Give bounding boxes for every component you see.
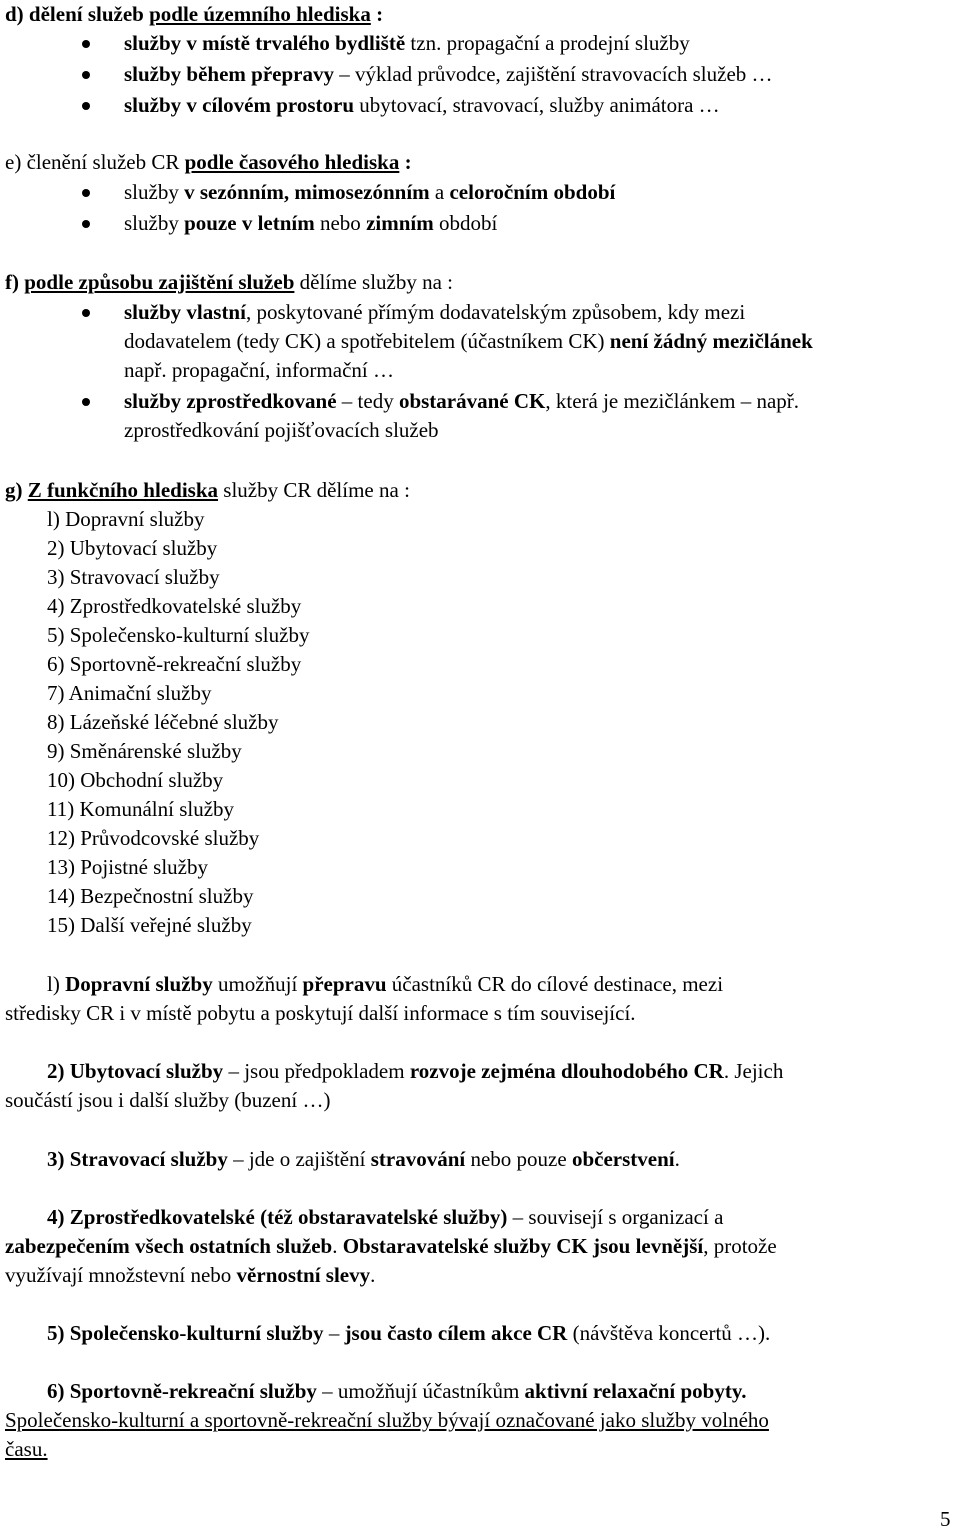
list-item-text: , která je mezičlánkem – např.	[545, 389, 800, 413]
section-e-title: podle časového hlediska	[184, 150, 400, 174]
paragraph-bold: 2) Ubytovací služby	[47, 1059, 224, 1083]
list-item-text: služby	[124, 180, 185, 204]
bullet-icon	[82, 398, 90, 406]
paragraph-bold: Obstaravatelské služby CK jsou levnější	[342, 1234, 704, 1258]
list-item: 12) Průvodcovské služby	[47, 826, 260, 850]
list-item	[124, 209, 497, 238]
list-item-continuation: zprostředkování pojišťovacích služeb	[124, 418, 439, 442]
paragraph-sportovne-rekreacni-line2: Společensko-kulturní a sportovně-rekreační služby bývají označované jako služby volného	[5, 1408, 769, 1432]
list-item-bold: obstarávané CK	[398, 389, 546, 413]
paragraph-bold: 5) Společensko-kulturní služby	[47, 1321, 324, 1345]
paragraph-bold: jsou často cílem akce CR	[344, 1321, 568, 1345]
paragraph-zprostredkovatelske-line3	[5, 1261, 375, 1290]
list-item: 15) Další veřejné služby	[47, 913, 252, 937]
list-item: 2) Ubytovací služby	[47, 536, 218, 560]
list-item	[124, 29, 690, 58]
paragraph-text: .	[332, 1234, 343, 1258]
list-item	[124, 298, 745, 327]
bullet-icon	[82, 309, 90, 317]
paragraph-text: umožňují	[212, 972, 303, 996]
list-item: 7) Animační služby	[47, 681, 212, 705]
list-item-bold: služby během přepravy	[124, 62, 334, 86]
section-g-heading	[5, 476, 410, 505]
paragraph-sportovne-rekreacni	[47, 1377, 746, 1406]
section-f-title: podle způsobu zajištění služeb	[24, 270, 295, 294]
section-d-title: podle územního hlediska	[149, 2, 371, 26]
list-item-bold: služby v cílovém prostoru	[124, 93, 355, 117]
bullet-icon	[82, 102, 90, 110]
list-item-bold: zimním	[366, 211, 434, 235]
list-item-text: ubytovací, stravovací, služby animátora …	[354, 93, 720, 117]
list-item-continuation	[124, 327, 813, 356]
section-f-suffix: dělíme služby na :	[294, 270, 454, 294]
paragraph-text: využívají množstevní nebo	[5, 1263, 237, 1287]
bullet-icon	[82, 71, 90, 79]
list-item-bold: služby zprostředkované	[124, 389, 337, 413]
page-number: 5	[940, 1507, 951, 1531]
section-e-heading	[5, 148, 412, 177]
paragraph-bold: aktivní relaxační pobyty.	[524, 1379, 747, 1403]
list-item	[124, 91, 720, 120]
paragraph-bold: 6) Sportovně-rekreační služby	[47, 1379, 317, 1403]
paragraph-bold: rozvoje zejména dlouhodobého CR	[409, 1059, 724, 1083]
paragraph-stravovaci	[47, 1145, 680, 1174]
paragraph-text: – souvisejí s organizací a	[507, 1205, 724, 1229]
list-item: 6) Sportovně-rekreační služby	[47, 652, 302, 676]
list-item	[124, 387, 799, 416]
paragraph-text: (návštěva koncertů …).	[567, 1321, 771, 1345]
paragraph-bold: věrnostní slevy	[236, 1263, 371, 1287]
list-item-bold: pouze v letním	[184, 211, 315, 235]
list-item: 4) Zprostředkovatelské služby	[47, 594, 302, 618]
list-item: 13) Pojistné služby	[47, 855, 208, 879]
paragraph-text: – umožňují účastníkům	[316, 1379, 525, 1403]
paragraph-bold: 4) Zprostředkovatelské (též obstaravatelské služby)	[47, 1205, 508, 1229]
list-item: 8) Lázeňské léčebné služby	[47, 710, 279, 734]
section-e-colon: :	[399, 150, 412, 174]
paragraph-text: –	[323, 1321, 345, 1345]
bullet-icon	[82, 220, 90, 228]
paragraph-bold: stravování	[370, 1147, 466, 1171]
list-item-continuation: např. propagační, informační …	[124, 358, 394, 382]
list-item-text: dodavatelem (tedy CK) a spotřebitelem (účastníkem CK)	[124, 329, 610, 353]
paragraph-text: nebo pouze	[465, 1147, 572, 1171]
paragraph-text: účastníků CR do cílové destinace, mezi	[386, 972, 724, 996]
paragraph-bold: zabezpečením všech ostatních služeb	[5, 1234, 333, 1258]
section-d-colon: :	[370, 2, 384, 26]
paragraph-zprostredkovatelske	[47, 1203, 723, 1232]
bullet-icon	[82, 40, 90, 48]
bullet-icon	[82, 189, 90, 197]
paragraph-text: , protože	[703, 1234, 777, 1258]
paragraph-spolecensko-kulturni	[47, 1319, 770, 1348]
paragraph-text: – jde o zajištění	[227, 1147, 371, 1171]
paragraph-dopravni	[47, 970, 723, 999]
section-f-prefix: f)	[5, 270, 25, 294]
list-item-text: – tedy	[336, 389, 399, 413]
list-item: 3) Stravovací služby	[47, 565, 220, 589]
list-item: 14) Bezpečnostní služby	[47, 884, 254, 908]
paragraph-zprostredkovatelske-line2	[5, 1232, 777, 1261]
paragraph-sportovne-rekreacni-line3: času.	[5, 1437, 48, 1461]
section-e-prefix: e) členění služeb CR	[5, 150, 185, 174]
list-item: 10) Obchodní služby	[47, 768, 224, 792]
list-item	[124, 178, 615, 207]
paragraph-text: l)	[47, 972, 66, 996]
paragraph-ubytovaci-line2: součástí jsou i další služby (buzení …)	[5, 1088, 331, 1112]
section-d-heading	[5, 0, 383, 29]
list-item-bold: není žádný mezičlánek	[609, 329, 813, 353]
section-g-title: Z funkčního hlediska	[27, 478, 219, 502]
list-item-text: služby	[124, 211, 185, 235]
paragraph-bold: Dopravní služby	[65, 972, 213, 996]
paragraph-text: .	[674, 1147, 680, 1171]
paragraph-bold: 3) Stravovací služby	[47, 1147, 228, 1171]
list-item: l) Dopravní služby	[47, 507, 205, 531]
paragraph-text: – jsou předpokladem	[223, 1059, 410, 1083]
list-item-text: a	[429, 180, 450, 204]
list-item: 11) Komunální služby	[47, 797, 235, 821]
paragraph-dopravni-line2: středisky CR i v místě pobytu a poskytují další informace s tím související.	[5, 1001, 636, 1025]
list-item: 9) Směnárenské služby	[47, 739, 242, 763]
list-item-text: , poskytované přímým dodavatelským způsobem, kdy mezi	[245, 300, 746, 324]
list-item-text: – výklad průvodce, zajištění stravovacích služeb …	[334, 62, 773, 86]
paragraph-bold: občerstvení	[571, 1147, 675, 1171]
list-item-bold: v sezónním, mimosezónním	[184, 180, 430, 204]
section-g-prefix: g)	[5, 478, 28, 502]
paragraph-ubytovaci	[47, 1057, 783, 1086]
list-item-bold: služby v místě trvalého bydliště	[124, 31, 406, 55]
section-d-prefix: d) dělení služeb	[5, 2, 150, 26]
paragraph-text: .	[370, 1263, 376, 1287]
list-item-bold: služby vlastní	[124, 300, 246, 324]
paragraph-text: . Jejich	[723, 1059, 784, 1083]
list-item-bold: celoročním období	[449, 180, 616, 204]
list-item-text: období	[433, 211, 498, 235]
list-item-text: nebo	[314, 211, 367, 235]
list-item	[124, 60, 773, 89]
list-item-text: tzn. propagační a prodejní služby	[405, 31, 690, 55]
paragraph-bold: přepravu	[302, 972, 387, 996]
section-g-suffix: služby CR dělíme na :	[218, 478, 410, 502]
list-item: 5) Společensko-kulturní služby	[47, 623, 310, 647]
section-f-heading	[5, 268, 453, 297]
